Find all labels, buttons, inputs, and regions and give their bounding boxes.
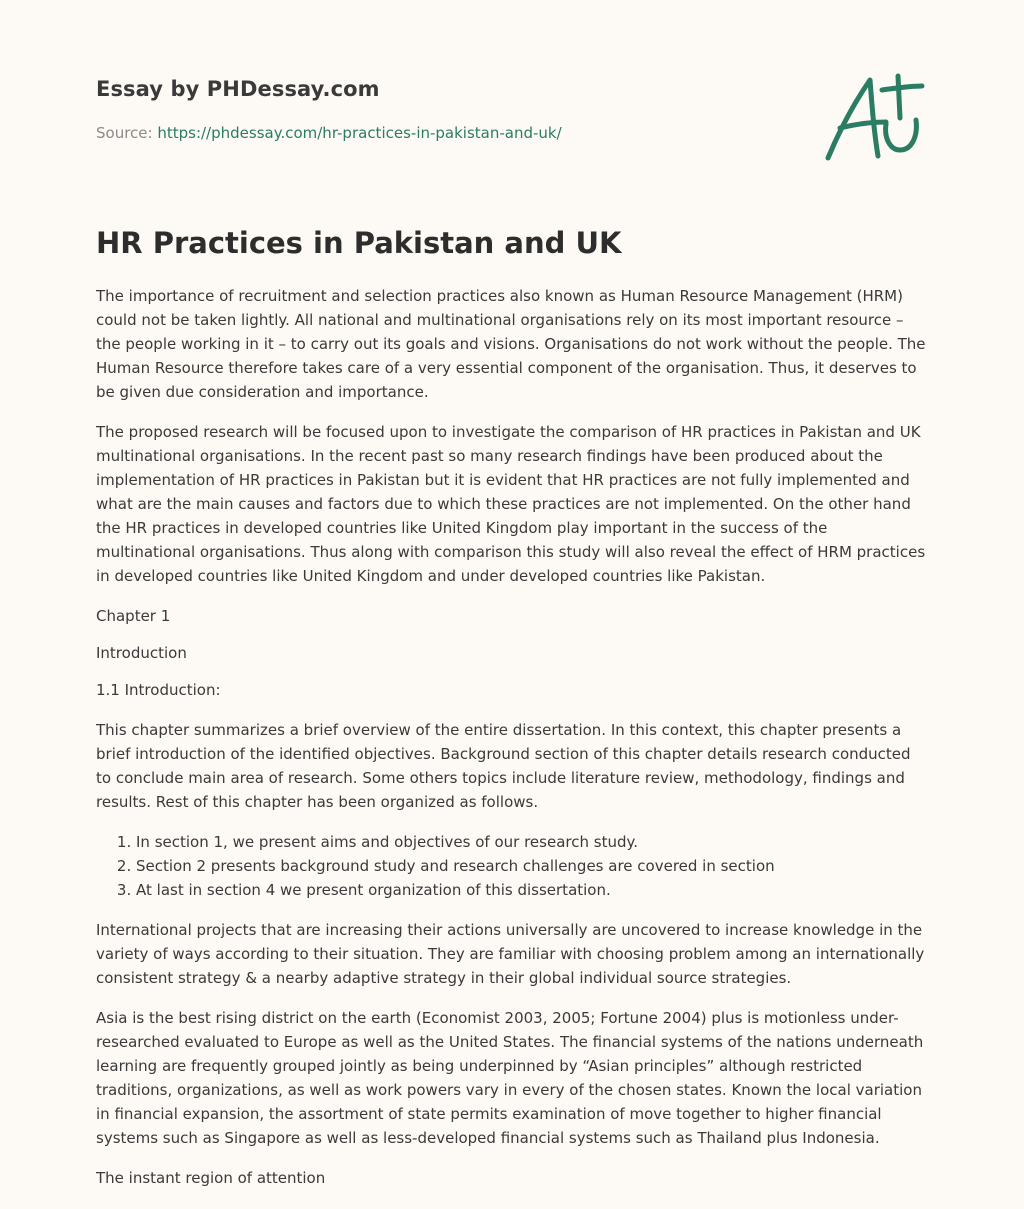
- essay-body: [96, 284, 926, 1206]
- paragraph: This chapter summarizes a brief overview of the entire dissertation. In this context, this chapter presents a brief introduction of the identified objectives. Background section of this chapter details research conducted to conclude main area of research. Some others topics include literature review, methodology, findings and results. Rest of this chapter has been organized as follows.: [96, 721, 911, 811]
- paragraph: The instant region of attention: [96, 1169, 326, 1187]
- document-title: HR Practices in Pakistan and UK: [96, 226, 622, 260]
- list-item: 3. At last in section 4 we present organization of this dissertation.: [136, 878, 926, 902]
- a-plus-logo-icon: [824, 66, 926, 166]
- header: [96, 0, 926, 200]
- chapter-heading: Chapter 1: [96, 607, 171, 625]
- list-item: 2. Section 2 presents background study and research challenges are covered in section: [136, 854, 926, 878]
- paragraph: Asia is the best rising district on the earth (Economist 2003, 2005; Fortune 2004) plus is motionless under-researched evaluated to Europe as well as the United States. The financial systems of the nations underneath learning are frequently grouped jointly as being underpinned by “Asian principles” although restricted traditions, organizations, as well as work powers vary in every of the chosen states. Known the local variation in financial expansion, the assortment of state permits examination of move together to higher financial systems such as Singapore as well as less-developed financial systems such as Thailand plus Indonesia.: [96, 1009, 924, 1147]
- paragraph: The importance of recruitment and selection practices also known as Human Resource Management (HRM) could not be taken lightly. All national and multinational organisations rely on its most important resource – the people working in it – to carry out its goals and visions. Organisations do not work without the people. The Human Resource therefore takes care of a very essential component of the organisation. Thus, it deserves to be given due consideration and importance.: [96, 287, 926, 401]
- paragraph: The proposed research will be focused upon to investigate the comparison of HR practices in Pakistan and UK multinational organisations. In the recent past so many research findings have been produced about the implementation of HR practices in Pakistan but it is evident that HR practices are not fully implemented and what are the main causes and factors due to which these practices are not implemented. On the other hand the HR practices in developed countries like United Kingdom play important in the success of the multinational organisations. Thus along with comparison this study will also reveal the effect of HRM practices in developed countries like United Kingdom and under developed countries like Pakistan.: [96, 423, 926, 585]
- paragraph: International projects that are increasing their actions universally are uncovered to increase knowledge in the variety of ways according to their situation. They are familiar with choosing problem among an internationally consistent strategy & a nearby adaptive strategy in their global individual source strategies.: [96, 921, 925, 987]
- site-title: Essay by PHDessay.com: [96, 77, 380, 101]
- outline-list: [96, 830, 926, 902]
- section-heading: 1.1 Introduction:: [96, 681, 221, 699]
- list-item: 1. In section 1, we present aims and objectives of our research study.: [136, 830, 926, 854]
- page: [96, 0, 926, 1187]
- source-label: Source:: [96, 124, 158, 142]
- introduction-heading: Introduction: [96, 644, 187, 662]
- source-link[interactable]: https://phdessay.com/hr-practices-in-pakistan-and-uk/: [157, 124, 562, 142]
- source-line: [96, 124, 562, 142]
